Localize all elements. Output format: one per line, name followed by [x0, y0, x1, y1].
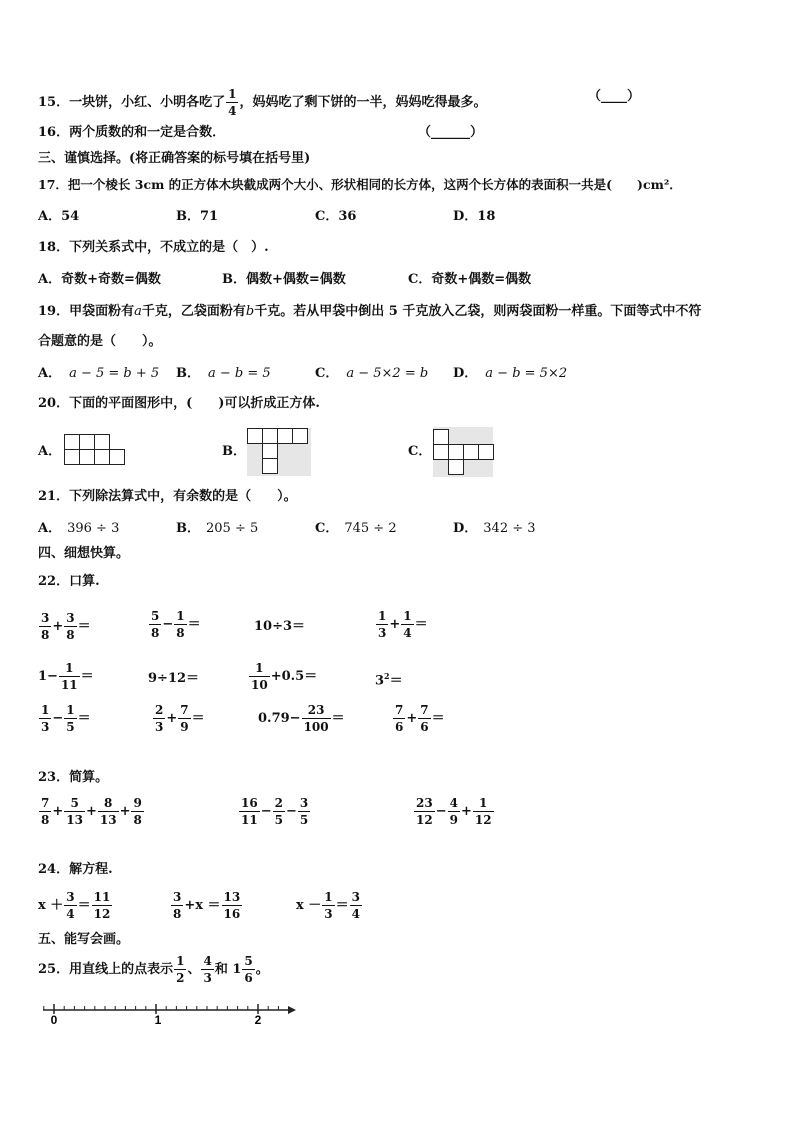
section-3-heading: 三、谨慎选择。(将正确答案的标号填在括号里) — [38, 151, 311, 166]
q24-eq-2: $\frac{3}{8}$ +x ＝ $\frac{13}{16}$ — [173, 890, 241, 921]
q23-expr-1: $\frac{7}{8}$ + $\frac{5}{13}$ + $\frac{8}{13}$ + $\frac{9}{8}$ — [41, 796, 142, 827]
q22-r2-d: $3^2=$ — [375, 671, 403, 689]
q21-option-b[interactable]: B． 205 ÷ 5 — [176, 521, 259, 536]
q21-option-a[interactable]: A． 396 ÷ 3 — [38, 521, 120, 536]
q21: 21．下列除法算式中，有余数的是（ ）。 — [38, 489, 297, 504]
q18-option-a[interactable]: A．奇数+奇数=偶数 — [38, 272, 161, 287]
number-line-tick-label-1: 1 — [154, 1013, 162, 1027]
q23-expr-2: $\frac{16}{11}$ − $\frac{2}{5}$ − $\frac{3}{5}$ — [241, 796, 309, 827]
q24-eq-3: x － $\frac{1}{3}$ ＝ $\frac{3}{4}$ — [296, 890, 361, 921]
q20-option-c-label[interactable]: C． — [408, 444, 432, 459]
q22-r2-b: 9÷12＝ — [148, 671, 200, 686]
q18: 18．下列关系式中，不成立的是（ ）. — [38, 240, 269, 255]
q19-line1: 19．甲袋面粉有a千克，乙袋面粉有b千克。若从甲袋中倒出 5 千克放入乙袋，则两袋面粉一样重。下面等式中不符 — [38, 304, 702, 319]
number-line-tick-label-0: 0 — [50, 1013, 58, 1027]
q24-eq-1: x ＋ $\frac{3}{4}$ ＝ $\frac{11}{12}$ — [38, 890, 111, 921]
q25: 25．用直线上的点表示 $\frac{1}{2}$ 、 $\frac{4}{3}$ 和 1 $\frac{5}{6}$ 。 — [38, 954, 269, 985]
q23-label: 23．简算。 — [38, 770, 109, 785]
q20-net-c[interactable] — [433, 427, 493, 477]
section-4-heading: 四、细想快算。 — [38, 546, 130, 561]
q20-net-b[interactable] — [247, 428, 311, 476]
q21-option-d[interactable]: D． 342 ÷ 3 — [453, 521, 536, 536]
q20-option-b-label[interactable]: B． — [222, 444, 246, 459]
q22-r1-b: $\frac{5}{8}$ − $\frac{1}{8}$ ＝ — [151, 609, 201, 640]
q15-answer-blank[interactable]: （____） — [588, 89, 641, 104]
q23-expr-3: $\frac{23}{12}$ − $\frac{4}{9}$ + $\frac{1}{12}$ — [416, 796, 492, 827]
number-line-tick-label-2: 2 — [254, 1013, 262, 1027]
q19-option-b[interactable]: B． a − b = 5 — [176, 366, 271, 381]
q19-option-a[interactable]: A． a − 5 = b + 5 — [38, 366, 160, 381]
q19-option-c[interactable]: C． a − 5×2 = b — [315, 366, 429, 381]
q17: 17．把一个棱长 3cm 的正方体木块截成两个大小、形状相同的长方体，这两个长方体的表面积一共是( )cm²． — [38, 177, 682, 192]
section-5-heading: 五、能写会画。 — [38, 932, 130, 947]
q18-option-b[interactable]: B．偶数+偶数=偶数 — [222, 272, 346, 287]
q17-option-c[interactable]: C．36 — [315, 209, 357, 224]
q20-net-a[interactable] — [64, 434, 132, 468]
q17-option-a[interactable]: A．54 — [38, 209, 80, 224]
q22-r2-a: 1− $\frac{1}{11}$ ＝ — [38, 661, 94, 692]
q21-option-c[interactable]: C． 745 ÷ 2 — [315, 521, 397, 536]
q22-r1-c: 10÷3＝ — [254, 619, 306, 634]
q16: 16．两个质数的和一定是合数． — [38, 125, 226, 140]
q22-r1-a: $\frac{3}{8}$ + $\frac{3}{8}$ ＝ — [41, 611, 91, 642]
q16-answer-blank[interactable]: （______） — [418, 125, 484, 140]
q20: 20．下面的平面图形中，( )可以折成正方体. — [38, 396, 320, 411]
q22-label: 22．口算. — [38, 574, 100, 589]
q22-r3-a: $\frac{1}{3}$ − $\frac{1}{5}$ ＝ — [41, 703, 91, 734]
q22-r1-d: $\frac{1}{3}$ + $\frac{1}{4}$ ＝ — [378, 609, 428, 640]
q22-r3-d: $\frac{7}{6}$ + $\frac{7}{6}$ ＝ — [395, 703, 445, 734]
q22-r2-c: $\frac{1}{10}$ +0.5＝ — [251, 661, 318, 692]
q17-option-b[interactable]: B．71 — [176, 209, 219, 224]
q18-option-c[interactable]: C．奇数+偶数=偶数 — [408, 272, 532, 287]
q19-line2: 合题意的是（ ）。 — [38, 334, 162, 349]
q24-label: 24．解方程. — [38, 862, 113, 877]
q17-option-d[interactable]: D．18 — [453, 209, 496, 224]
q22-r3-c: 0.79− $\frac{23}{100}$ ＝ — [258, 703, 345, 734]
q15: 15．一块饼，小红、小明各吃了 $\frac{1}{4}$ ，妈妈吃了剩下饼的一半，妈妈吃得最多。 — [38, 87, 487, 118]
q22-r3-b: $\frac{2}{3}$ + $\frac{7}{9}$ ＝ — [155, 703, 205, 734]
fraction: $\frac{1}{4}$ — [228, 87, 237, 118]
number-line[interactable] — [40, 1000, 300, 1034]
q19-option-d[interactable]: D． a − b = 5×2 — [453, 366, 568, 381]
q20-option-a-label[interactable]: A． — [38, 444, 62, 459]
